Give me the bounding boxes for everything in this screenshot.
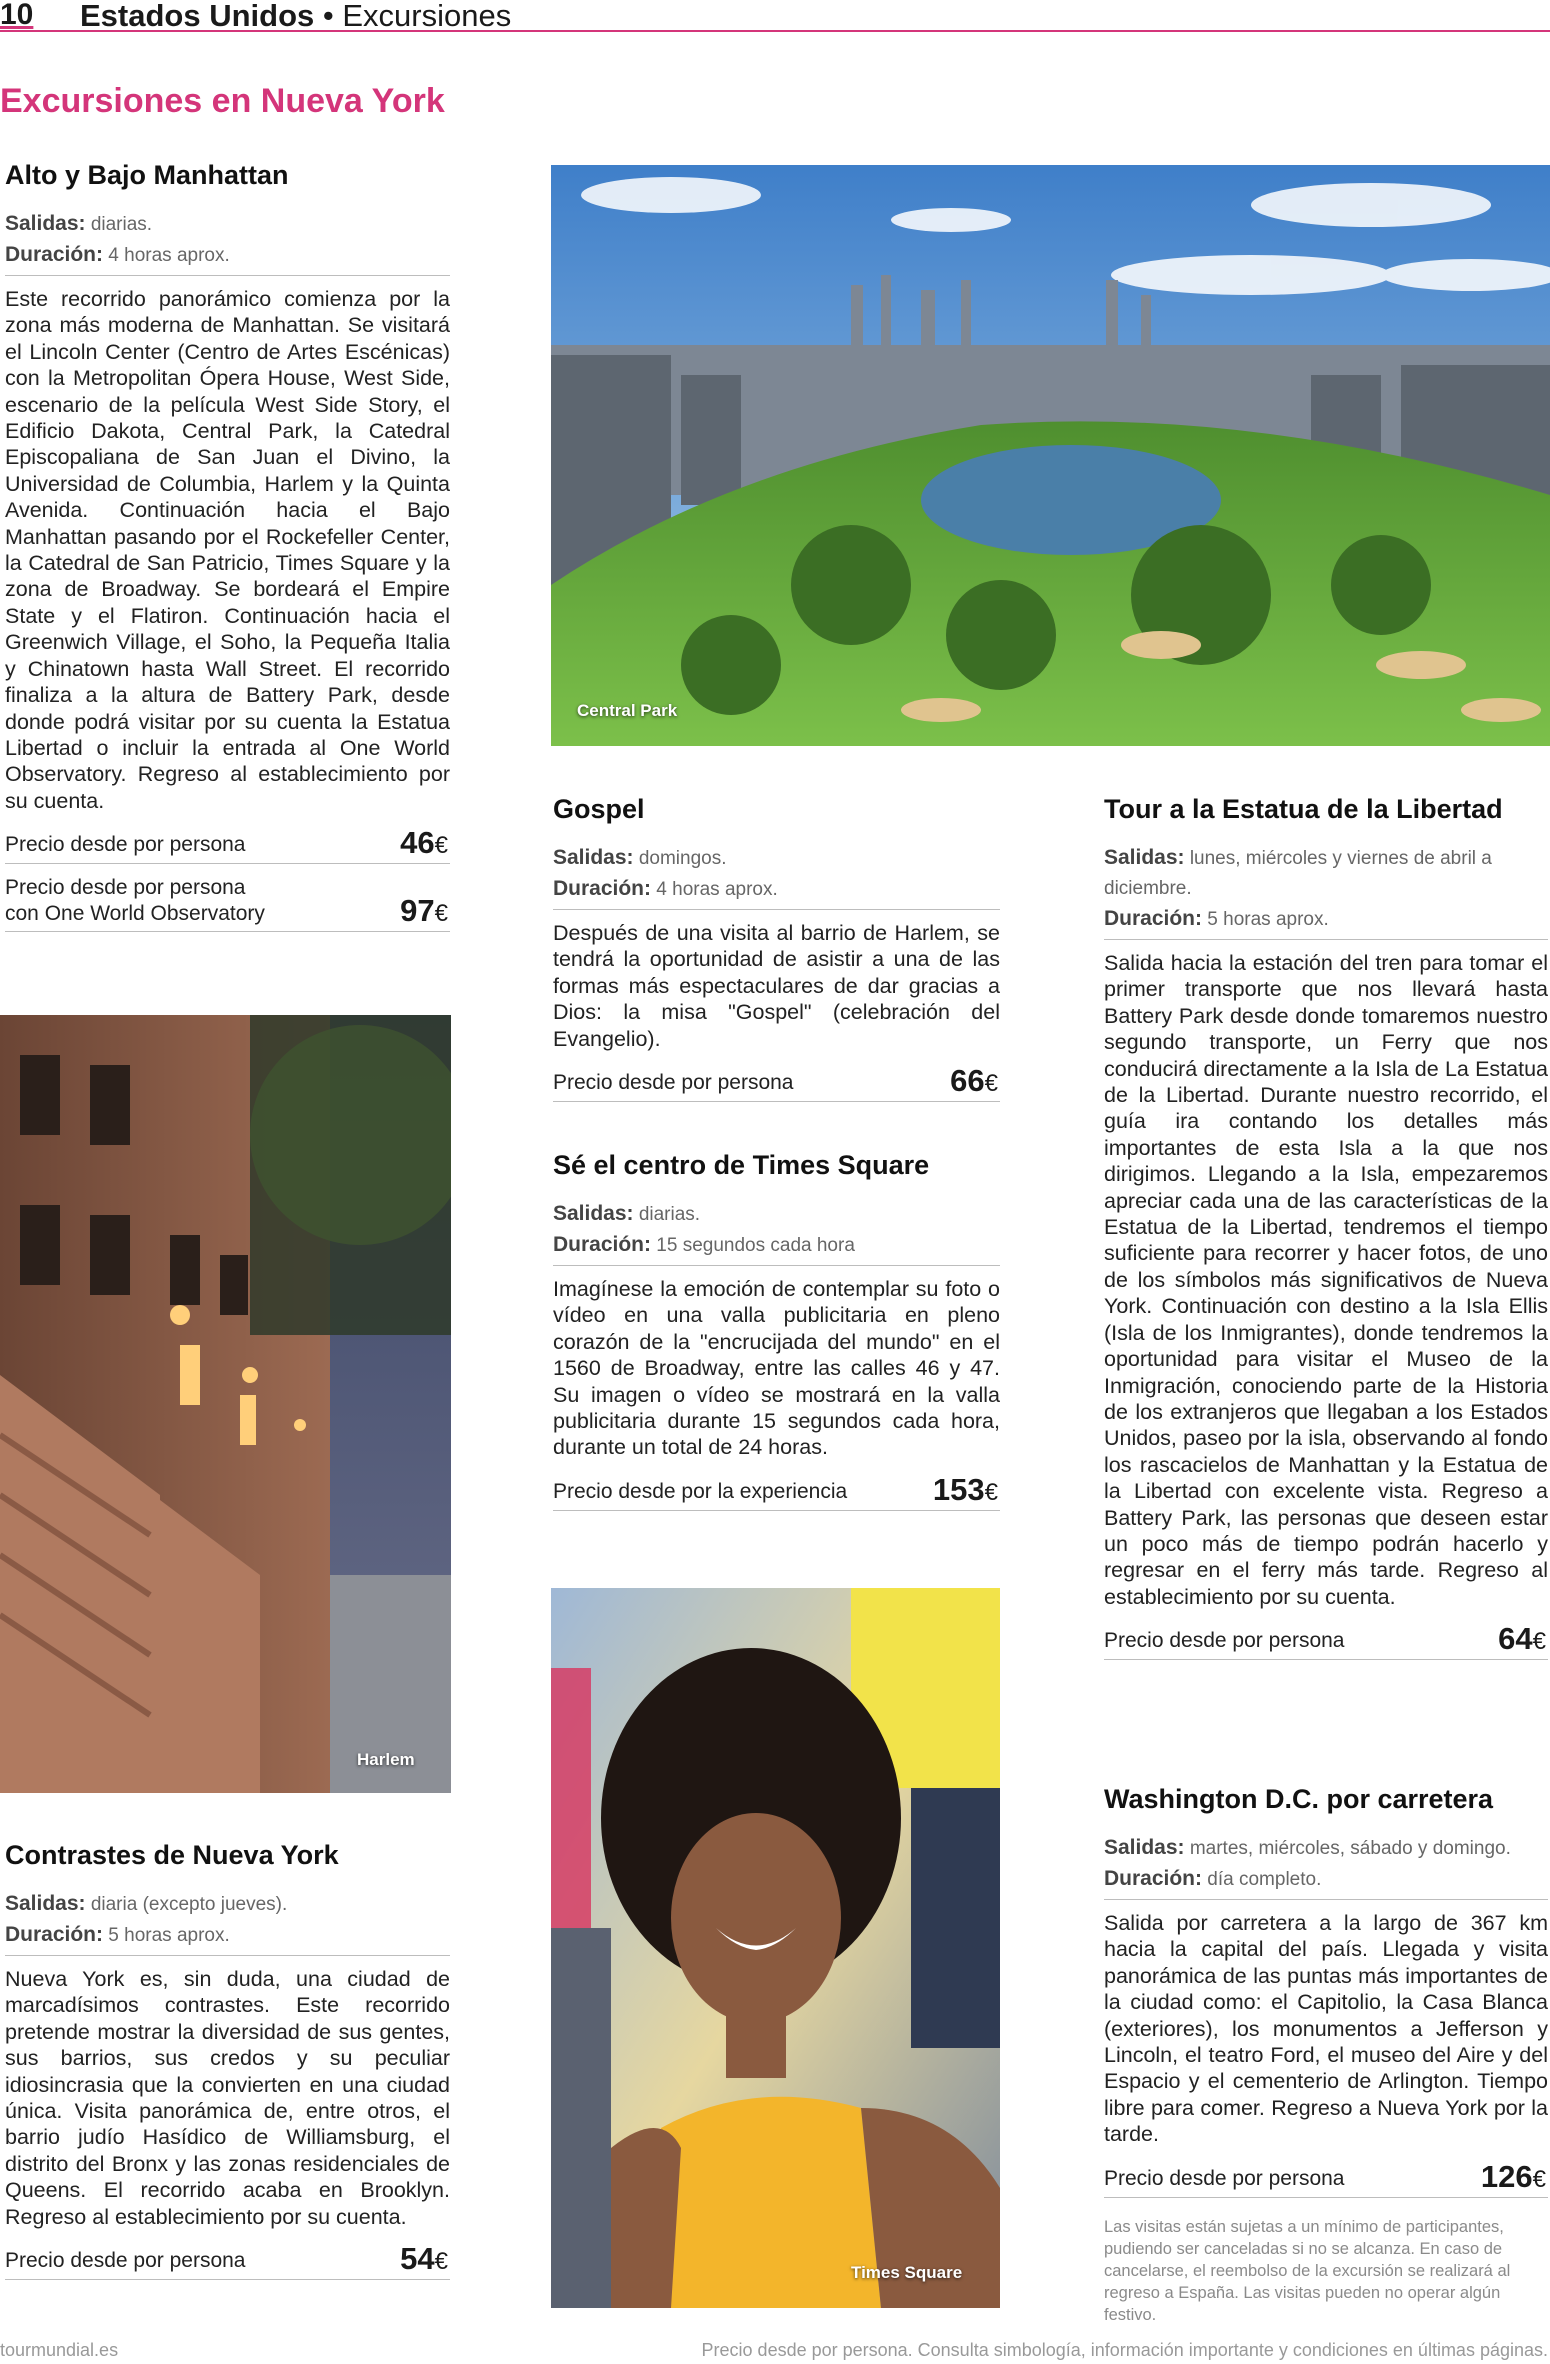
departures-label: Salidas: xyxy=(1104,846,1185,869)
duration-value: 5 horas aprox. xyxy=(108,1925,230,1946)
photo-caption: Harlem xyxy=(357,1750,415,1769)
duration-label: Duración: xyxy=(1104,1867,1203,1890)
central-park-image xyxy=(551,165,1550,746)
harlem-image xyxy=(0,1015,451,1793)
price-value xyxy=(1481,2159,1546,2195)
page-number: 10 xyxy=(0,0,34,31)
price-row xyxy=(553,1058,1000,1102)
price-label-line1: Precio desde por persona xyxy=(5,876,246,900)
departures-value: diaria (excepto jueves). xyxy=(90,1894,288,1915)
price-value xyxy=(1498,1621,1546,1657)
tour-departures xyxy=(553,843,1000,874)
tour-departures xyxy=(5,209,450,240)
tour-title: Contrastes de Nueva York xyxy=(5,1840,339,1870)
harlem-photo xyxy=(0,1015,451,1793)
duration-label: Duración: xyxy=(553,1233,652,1256)
currency-symbol: € xyxy=(1532,2165,1546,2193)
price-row xyxy=(1104,2154,1548,2198)
header-title xyxy=(80,0,511,34)
tour-contrastes-nueva-york xyxy=(5,1840,450,2280)
price-amount: 153 xyxy=(932,1471,985,1507)
currency-symbol: € xyxy=(434,2248,448,2276)
price-label: Precio desde por persona xyxy=(1104,2166,1345,2190)
tour-title: Washington D.C. por carretera xyxy=(1104,1784,1494,1814)
footer-disclaimer: Precio desde por persona. Consulta simbología, información importante y condiciones en últimas páginas. xyxy=(701,2340,1548,2360)
tour-description: Imagínese la emoción de contemplar su foto o vídeo en una valla publicitaria en pleno corazón de la "encrucijada del mundo" en el 1560 de Broadway, entre las calles 46 y 47. Su imagen o vídeo se mostrará en la valla publicitaria durante 15 segundos cada hora, durante un total de 24 horas. xyxy=(553,1277,1000,1460)
page-header xyxy=(0,0,1550,32)
departures-label: Salidas: xyxy=(1104,1836,1185,1859)
tour-times-square xyxy=(553,1150,1000,1511)
photo-caption: Central Park xyxy=(577,701,678,720)
duration-value: día completo. xyxy=(1207,1869,1322,1890)
divider xyxy=(5,1955,450,1956)
tour-title: Sé el centro de Times Square xyxy=(553,1150,930,1180)
currency-symbol: € xyxy=(1532,1628,1546,1656)
tour-estatua-libertad xyxy=(1104,794,1548,1660)
tour-washington-dc xyxy=(1104,1784,1548,2326)
conditions-note: Las visitas están sujetas a un mínimo de participantes, pudiendo ser canceladas si no se alcanza. En caso de cancelarse, el reembolso de la excursión se realizará al regreso a España. Las visitas pueden no operar algún festivo. xyxy=(1104,2217,1511,2324)
departures-value: diarias. xyxy=(638,1204,701,1225)
duration-value: 4 horas aprox. xyxy=(108,245,230,266)
duration-label: Duración: xyxy=(5,243,104,266)
price-row xyxy=(553,1467,1000,1511)
currency-symbol: € xyxy=(984,1478,998,1506)
departures-value: domingos. xyxy=(638,848,727,869)
departures-label: Salidas: xyxy=(5,1892,86,1915)
header-subtitle: Excursiones xyxy=(342,0,512,33)
tour-duration xyxy=(5,240,450,271)
tour-alto-bajo-manhattan xyxy=(5,160,450,932)
divider xyxy=(553,1265,1000,1266)
tour-duration xyxy=(1104,1864,1548,1895)
departures-value: martes, miércoles, sábado y domingo. xyxy=(1189,1838,1511,1859)
tour-title: Gospel xyxy=(553,794,645,824)
currency-symbol: € xyxy=(984,1070,998,1098)
header-separator: • xyxy=(322,0,334,33)
central-park-photo xyxy=(551,165,1550,746)
footer-website[interactable]: tourmundial.es xyxy=(0,2340,119,2360)
tour-gospel xyxy=(553,794,1000,1102)
price-label: Precio desde por persona xyxy=(1104,1629,1345,1653)
tour-departures xyxy=(553,1199,1000,1230)
tour-description: Este recorrido panorámico comienza por la zona más moderna de Manhattan. Se visitará el Lincoln Center (Centro de Artes Escénicas) con la Metropolitan Ópera House, West Side, escenario de la película West Side Story, el Edificio Dakota, Central Park, la Catedral Episcopaliana de San Juan el Divino, la Universidad de Columbia, Harlem y la Quinta Avenida. Continuación hacia el Bajo Manhattan pasando por el Rockefeller Center, la Catedral de San Patricio, Times Square y la zona de Broadway. Se bordeará el Empire State y el Flatiron. Continuación hacia el Greenwich Village, el Soho, la Pequeña Italia y Chinatown hasta Wall Street. El recorrido finaliza a la altura de Battery Park, desde donde podrá visitar por su cuenta la Estatua Libertad o incluir la entrada al One World Observatory. Regreso al establecimiento por su cuenta. xyxy=(5,287,450,813)
duration-value: 5 horas aprox. xyxy=(1207,909,1329,930)
price-row xyxy=(5,820,450,864)
price-amount: 66 xyxy=(950,1063,985,1099)
tour-departures xyxy=(5,1889,450,1920)
tour-description: Salida por carretera a la largo de 367 km hacia la capital del país. Llegada y visita panorámica de las puntas más importantes de la ciudad como: el Capitolio, la Casa Blanca (exteriores), los monumentos a Jefferson y Lincoln, el teatro Ford, el museo del Aire y del Espacio y el cementerio de Arlington. Tiempo libre para comer. Regreso a Nueva York por la tarde. xyxy=(1104,1911,1548,2147)
departures-label: Salidas: xyxy=(553,1202,634,1225)
price-amount: 126 xyxy=(1480,2158,1533,2194)
currency-symbol: € xyxy=(434,900,448,928)
duration-value: 4 horas aprox. xyxy=(656,879,778,900)
price-label xyxy=(5,875,265,927)
duration-label: Duración: xyxy=(1104,907,1203,930)
price-value xyxy=(950,1063,998,1099)
price-value xyxy=(933,1472,998,1508)
tour-duration xyxy=(553,1230,1000,1261)
tour-duration xyxy=(1104,904,1548,935)
tour-title: Alto y Bajo Manhattan xyxy=(5,160,289,190)
price-amount: 46 xyxy=(400,825,435,861)
price-label: Precio desde por persona xyxy=(5,2249,246,2273)
departures-label: Salidas: xyxy=(5,212,86,235)
times-square-photo xyxy=(551,1588,1000,2308)
divider xyxy=(1104,1899,1548,1900)
tour-duration xyxy=(5,1920,450,1951)
divider xyxy=(5,275,450,276)
price-label: Precio desde por persona xyxy=(553,1071,794,1095)
tour-title: Tour a la Estatua de la Libertad xyxy=(1104,794,1503,824)
price-value xyxy=(400,893,448,929)
price-row xyxy=(5,2236,450,2280)
price-label: Precio desde por la experiencia xyxy=(553,1479,848,1503)
divider xyxy=(1104,939,1548,940)
section-title: Excursiones en Nueva York xyxy=(0,82,445,120)
tour-departures xyxy=(1104,1833,1548,1864)
price-label: Precio desde por persona xyxy=(5,833,246,857)
duration-label: Duración: xyxy=(5,1923,104,1946)
price-amount: 97 xyxy=(400,893,435,929)
tour-departures xyxy=(1104,843,1548,904)
currency-symbol: € xyxy=(434,832,448,860)
tour-description: Nueva York es, sin duda, una ciudad de marcadísimos contrastes. Este recorrido pretende mostrar la diversidad de sus gentes, sus barrios, sus credos y su peculiar idiosincrasia que la convierten en una ciudad única. Visita panorámica de, entre otros, el barrio judío Hasídico de Williamsburg, el distrito del Bronx y las zonas residenciales de Queens. El recorrido acaba en Brooklyn. Regreso al establecimiento por su cuenta. xyxy=(5,1967,450,2229)
divider xyxy=(553,909,1000,910)
tour-duration xyxy=(553,874,1000,905)
departures-label: Salidas: xyxy=(553,846,634,869)
duration-value: 15 segundos cada hora xyxy=(656,1235,855,1256)
departures-value: lunes, miércoles y viernes de abril a diciembre. xyxy=(1104,848,1492,899)
price-amount: 54 xyxy=(400,2241,435,2277)
price-amount: 64 xyxy=(1498,1621,1533,1657)
photo-caption: Times Square xyxy=(851,2263,963,2282)
price-value xyxy=(400,2241,448,2277)
price-row-observatory xyxy=(5,870,450,932)
duration-label: Duración: xyxy=(553,877,652,900)
price-row xyxy=(1104,1616,1548,1660)
departures-value: diarias. xyxy=(90,214,153,235)
tour-description: Salida hacia la estación del tren para tomar el primer transporte que nos llevará hasta Battery Park desde donde tomaremos nuestro segundo transporte, un Ferry que nos conducirá directamente a la Isla de La Estatua de la Libertad. Durante nuestro recorrido, el guía ira contando los detalles más importantes de esta Isla a la que nos dirigimos. Llegando a la Isla, empezaremos apreciar cada una de las características de la Estatua de la Libertad, tendremos el tiempo suficiente para recorrer y hacer fotos, de uno de los símbolos más significativos de Nueva York. Continuación con destino a la Isla Ellis (Isla de los Inmigrantes), donde tendremos la oportunidad para visitar el Museo de la Inmigración, conociendo parte de la Historia de los extranjeros que llegaban a los Estados Unidos, paseo por la isla, observando al fondo los rascacielos de Manhattan y la Estatua de la Libertad con excelente vista. Regreso a Battery Park, las personas que deseen estar un poco más de tiempo podrán hacerlo y regresar en el ferry más tarde. Regreso al establecimiento por su cuenta. xyxy=(1104,951,1548,1609)
tour-description: Después de una visita al barrio de Harlem, se tendrá la oportunidad de asistir a una de las formas más espectaculares de dar gracias a Dios: la misa "Gospel" (celebración del Evangelio). xyxy=(553,921,1000,1051)
header-country: Estados Unidos xyxy=(80,0,315,33)
times-square-image xyxy=(551,1588,1000,2308)
price-label-line2: con One World Observatory xyxy=(5,902,265,926)
price-value xyxy=(400,825,448,861)
